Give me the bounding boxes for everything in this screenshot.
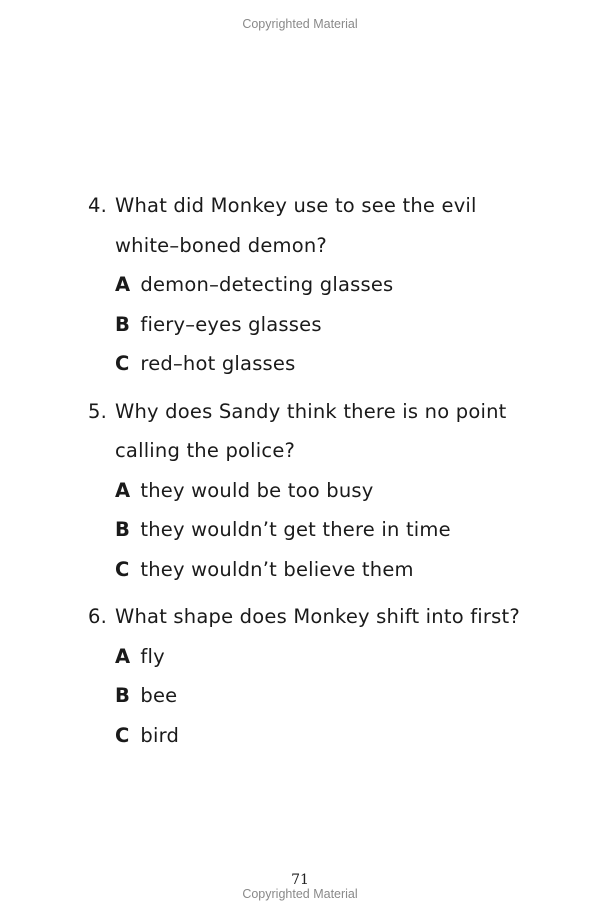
option-letter: A — [115, 273, 131, 296]
question-list — [88, 186, 528, 755]
answer-option-a — [115, 265, 528, 305]
option-letter: C — [115, 723, 130, 747]
question-number: 6. — [88, 605, 108, 628]
option-text: they wouldn’t get there in time — [140, 518, 451, 541]
option-letter: B — [115, 312, 131, 336]
question-text: What shape does Monkey shift into first? — [115, 605, 520, 628]
option-text: they wouldn’t believe them — [140, 557, 414, 581]
answer-option-c — [115, 550, 528, 590]
page-number: 71 — [291, 872, 309, 888]
option-letter: A — [115, 644, 131, 668]
option-letter: B — [115, 518, 131, 541]
question-4 — [88, 186, 528, 384]
watermark-bottom: Copyrighted Material — [242, 887, 358, 901]
option-text: fly — [140, 644, 165, 668]
answer-option-b — [115, 510, 528, 550]
option-text: bird — [140, 723, 180, 747]
question-stem — [88, 186, 528, 265]
option-text: fiery–eyes glasses — [140, 312, 322, 336]
answer-option-b — [115, 305, 528, 345]
option-text: red–hot glasses — [140, 352, 296, 375]
answer-option-c — [115, 344, 528, 384]
option-letter: A — [115, 478, 131, 502]
question-number: 5. — [88, 399, 108, 423]
question-stem — [88, 597, 528, 637]
option-text: they would be too busy — [140, 478, 374, 502]
answer-option-b — [115, 676, 528, 716]
question-text: Why does Sandy think there is no point calling the police? — [115, 399, 507, 462]
answer-option-a — [115, 471, 528, 511]
answer-options — [88, 637, 528, 756]
option-text: demon–detecting glasses — [140, 273, 394, 296]
answer-options — [88, 471, 528, 590]
question-6 — [88, 597, 528, 755]
answer-option-a — [115, 637, 528, 677]
option-letter: C — [115, 352, 130, 375]
option-text: bee — [140, 684, 178, 707]
answer-options — [88, 265, 528, 384]
question-stem — [88, 392, 528, 471]
option-letter: B — [115, 684, 131, 707]
answer-option-c — [115, 716, 528, 756]
watermark-top: Copyrighted Material — [242, 17, 358, 31]
option-letter: C — [115, 557, 130, 581]
question-number: 4. — [88, 194, 108, 217]
question-text: What did Monkey use to see the evil white–boned demon? — [115, 194, 477, 257]
question-5 — [88, 392, 528, 590]
